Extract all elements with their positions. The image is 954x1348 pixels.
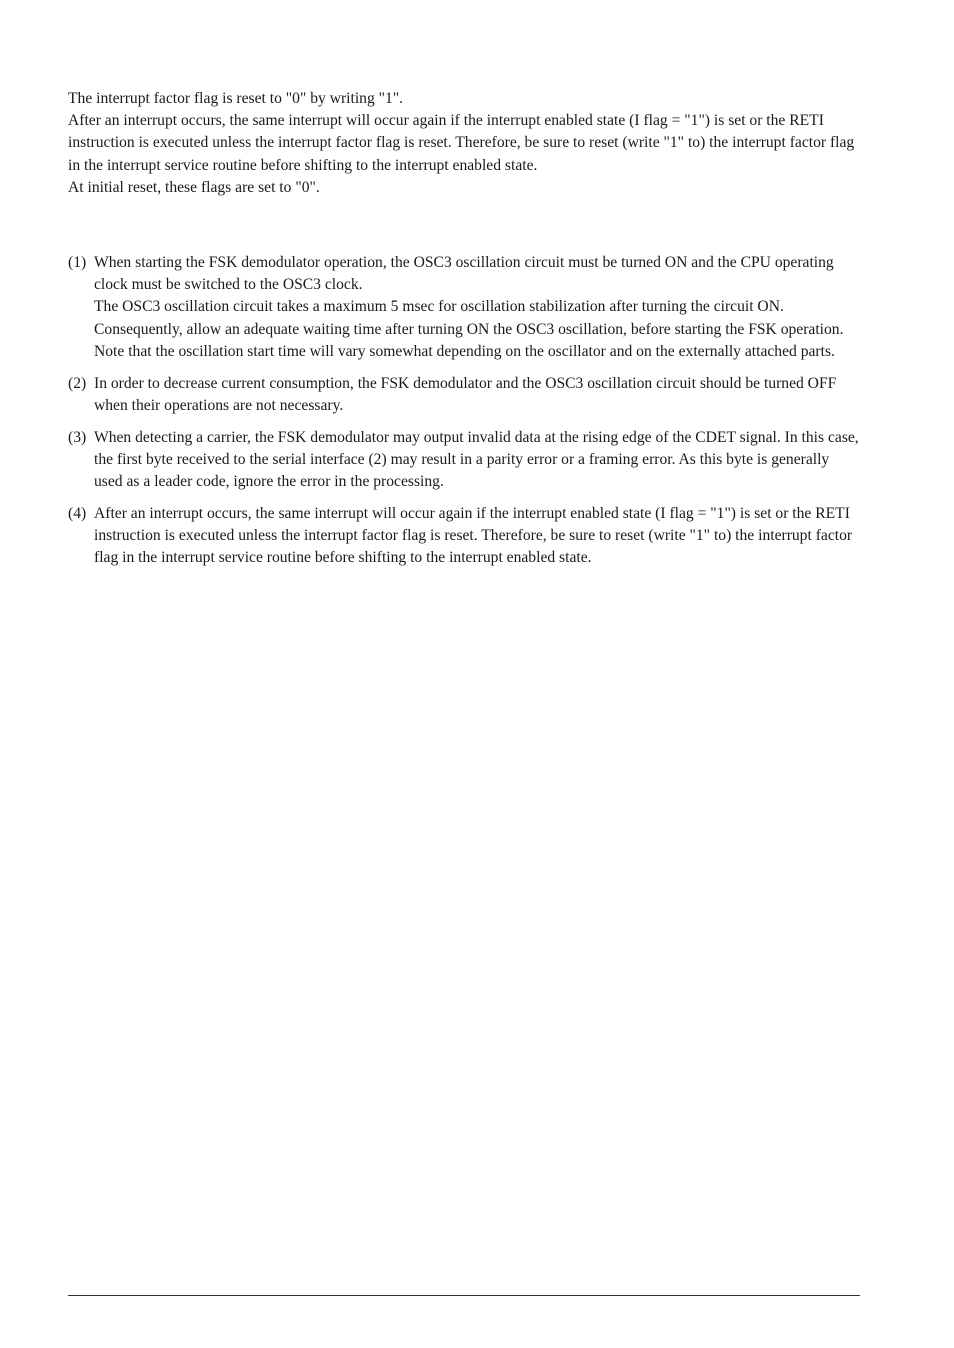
note-paragraph: When starting the FSK demodulator operation, the OSC3 oscillation circuit must be turned ON and the CPU operating clock must be switched to the OSC3 clock. <box>94 254 834 294</box>
footer-divider <box>68 1295 860 1296</box>
note-paragraph: In order to decrease current consumption, the FSK demodulator and the OSC3 oscillation circuit should be turned OFF when their operations are not necessary. <box>94 374 837 414</box>
notes-list <box>68 252 860 569</box>
intro-paragraph: At initial reset, these flags are set to "0". <box>68 178 320 196</box>
note-item <box>68 373 860 417</box>
note-item <box>68 427 860 494</box>
note-body <box>94 252 860 363</box>
note-paragraph: When detecting a carrier, the FSK demodulator may output invalid data at the rising edge of the CDET signal. In this case, the first byte received to the serial interface (2) may result in a parity error or a framing error. As this byte is generally used as a leader code, ignore the error in the processing. <box>94 428 859 491</box>
note-item <box>68 503 860 570</box>
document-page <box>68 88 860 579</box>
note-paragraph: After an interrupt occurs, the same interrupt will occur again if the interrupt enabled state (I flag = "1") is set or the RETI instruction is executed unless the interrupt factor flag is reset. Therefore, be sure to reset (write "1" to) the interrupt factor flag in the interrupt service routine before shifting to the interrupt enabled state. <box>94 504 853 567</box>
intro-section <box>68 88 860 199</box>
note-paragraph: The OSC3 oscillation circuit takes a maximum 5 msec for oscillation stabilization after turning the circuit ON. Consequently, allow an adequate waiting time after turning ON the OSC3 oscillation, before starting the FSK operation. Note that the oscillation start time will vary somewhat depending on the oscillator and on the externally attached parts. <box>94 298 844 360</box>
note-number: (1) <box>68 254 87 272</box>
intro-paragraph: After an interrupt occurs, the same interrupt will occur again if the interrupt enabled state (I flag = "1") is set or the RETI instruction is executed unless the interrupt factor flag is reset. Therefore, be sure to reset (write "1" to) the interrupt factor flag in the interrupt service routine before shifting to the interrupt enabled state. <box>68 112 855 174</box>
note-number: (4) <box>68 504 87 522</box>
note-body <box>94 503 860 570</box>
note-item <box>68 252 860 363</box>
intro-paragraph: The interrupt factor flag is reset to "0" by writing "1". <box>68 90 404 107</box>
note-number: (3) <box>68 428 87 446</box>
note-body <box>94 427 860 494</box>
note-number: (2) <box>68 374 87 392</box>
note-body <box>94 373 860 417</box>
